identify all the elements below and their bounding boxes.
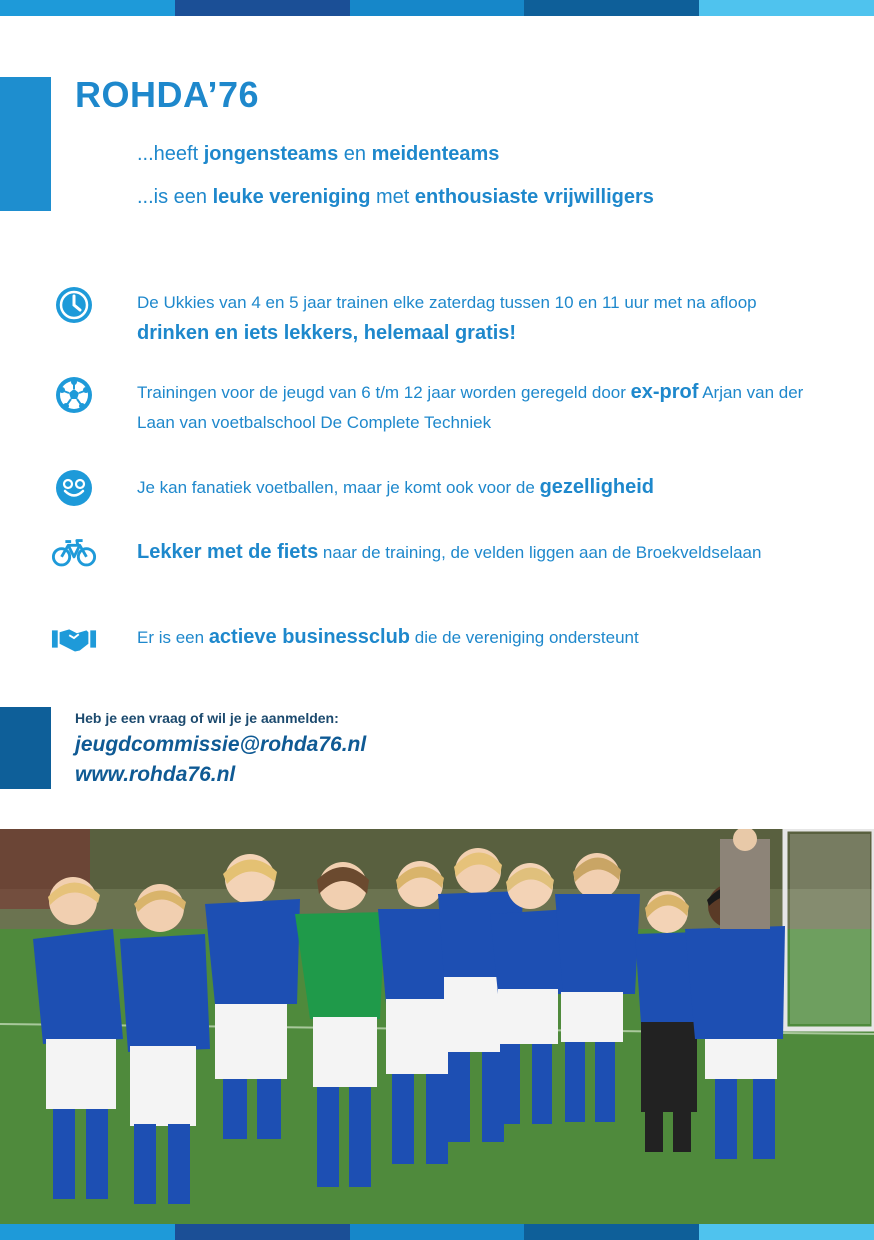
- contact-accent-bar: [0, 707, 51, 789]
- contact-email-link[interactable]: jeugdcommissie@rohda76.nl: [75, 733, 367, 756]
- clock-icon: [51, 282, 97, 328]
- club-title: ROHDA’76: [75, 74, 260, 115]
- bicycle-icon: [51, 530, 97, 576]
- tagline-club: ...is een leuke vereniging met enthousiaste vrijwilligers: [137, 186, 654, 208]
- soccer-ball-icon: [51, 372, 97, 418]
- smiley-icon: [51, 465, 97, 511]
- top-color-stripe: [0, 0, 874, 16]
- tagline-teams: ...heeft jongensteams en meidenteams: [137, 143, 500, 165]
- contact-website-link[interactable]: www.rohda76.nl: [75, 763, 236, 786]
- header-accent-bar: [0, 77, 51, 211]
- contact-label: Heb je een vraag of wil je je aanmelden:: [75, 710, 339, 726]
- bottom-color-stripe: [0, 1224, 874, 1240]
- handshake-icon: [51, 616, 97, 662]
- team-photo: [0, 829, 874, 1224]
